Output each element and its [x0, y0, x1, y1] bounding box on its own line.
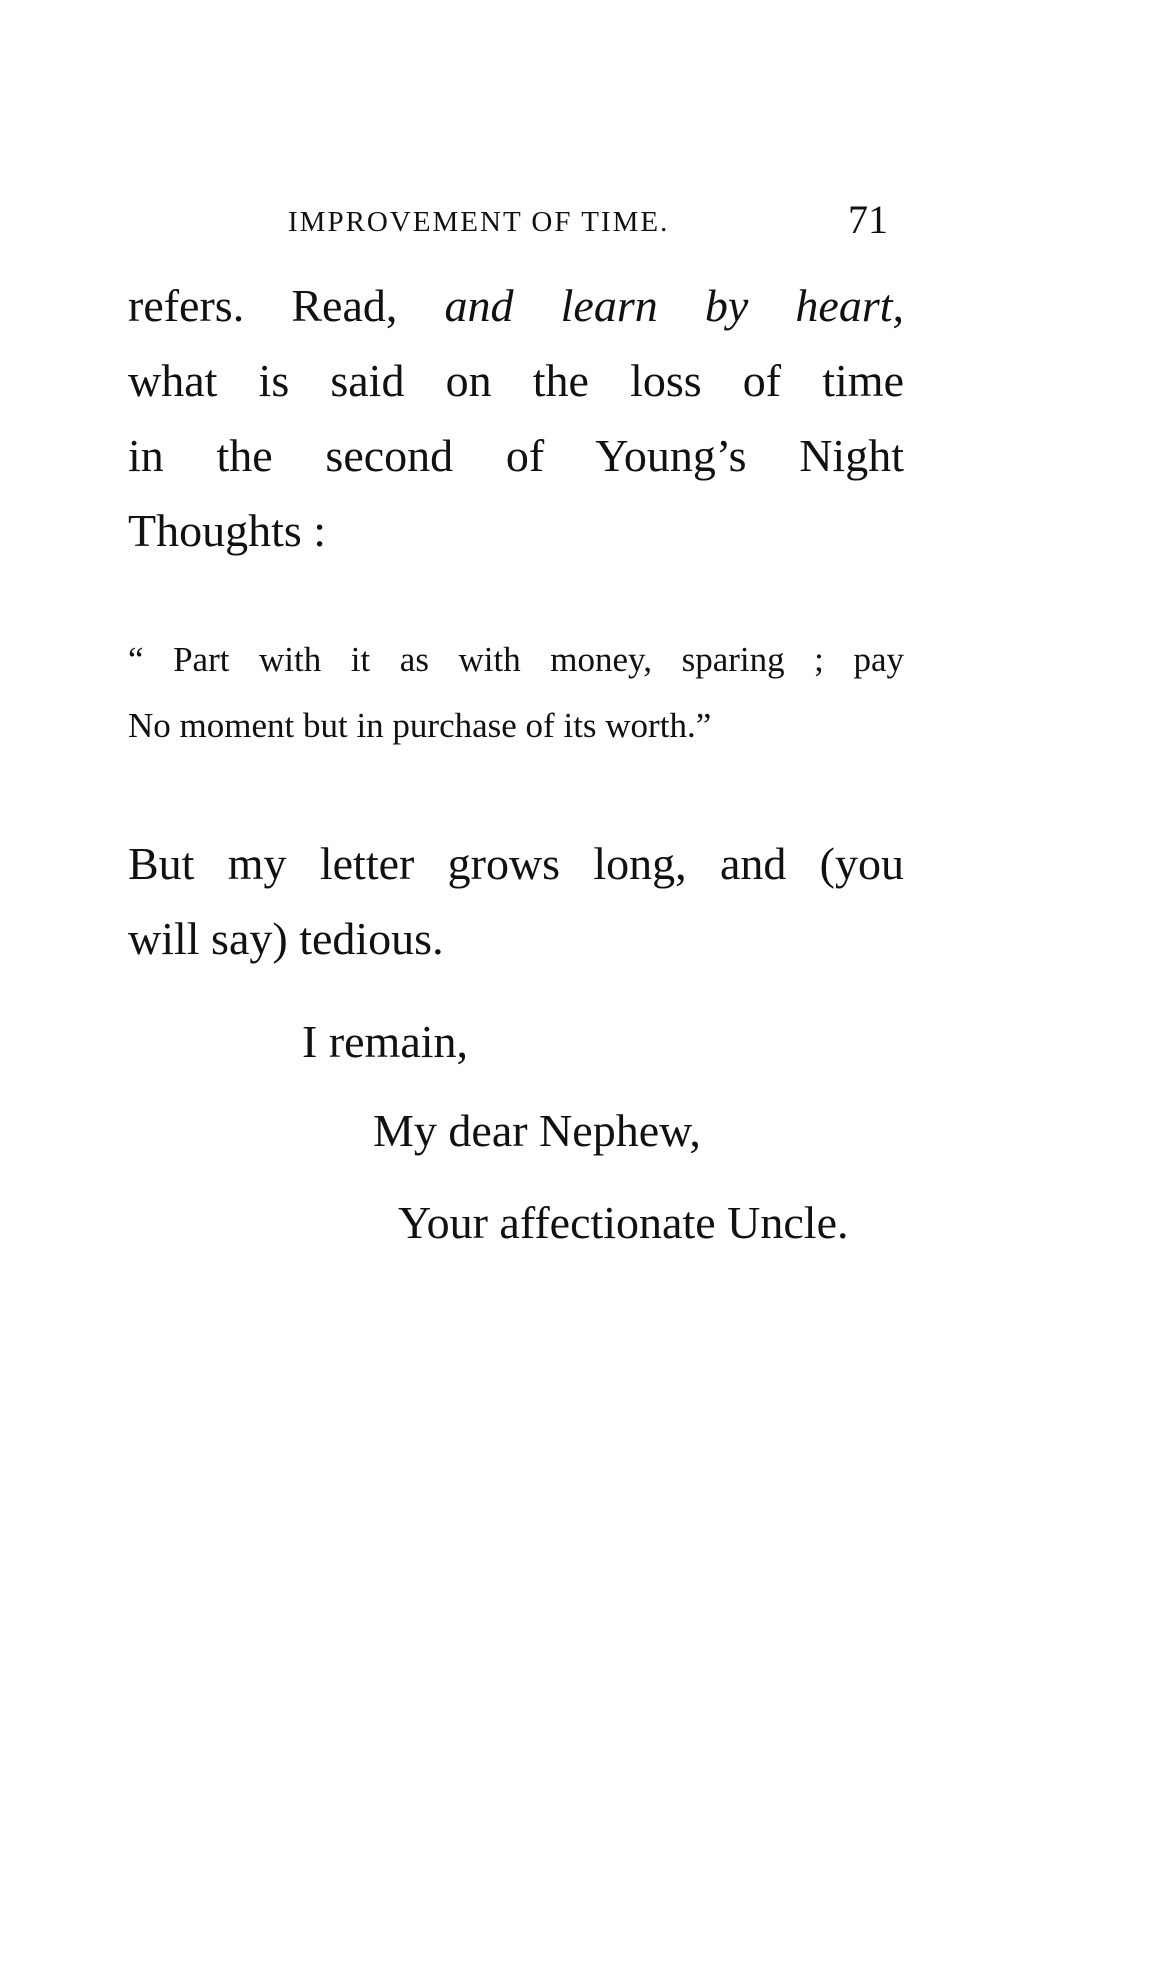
running-head	[128, 196, 904, 256]
text-line: in the second of Young’s Night	[128, 430, 904, 481]
text-line	[128, 268, 904, 343]
conclusion-paragraph	[128, 826, 904, 976]
italic-phrase: and learn by heart,	[444, 280, 905, 331]
intro-paragraph	[128, 268, 904, 568]
signature-line: Your affectionate Uncle.	[398, 1197, 849, 1248]
quote-line: “ Part with it as with money, sparing ; pay	[128, 640, 904, 679]
quote-line: No moment but in purchase of its worth.”	[128, 706, 712, 745]
page-number: 71	[848, 197, 888, 242]
text-line: Thoughts :	[128, 505, 327, 556]
text-line: what is said on the loss of time	[128, 355, 904, 406]
running-title: IMPROVEMENT OF TIME.	[288, 206, 670, 238]
closing-line: I remain,	[302, 1016, 469, 1067]
verse-quotation	[128, 627, 904, 759]
text-line: But my letter grows long, and (you	[128, 838, 904, 889]
text-fragment: refers.	[128, 280, 245, 331]
text-fragment: Read,	[291, 280, 398, 331]
text-line: will say) tedious.	[128, 913, 444, 964]
salutation-line: My dear Nephew,	[373, 1105, 701, 1156]
